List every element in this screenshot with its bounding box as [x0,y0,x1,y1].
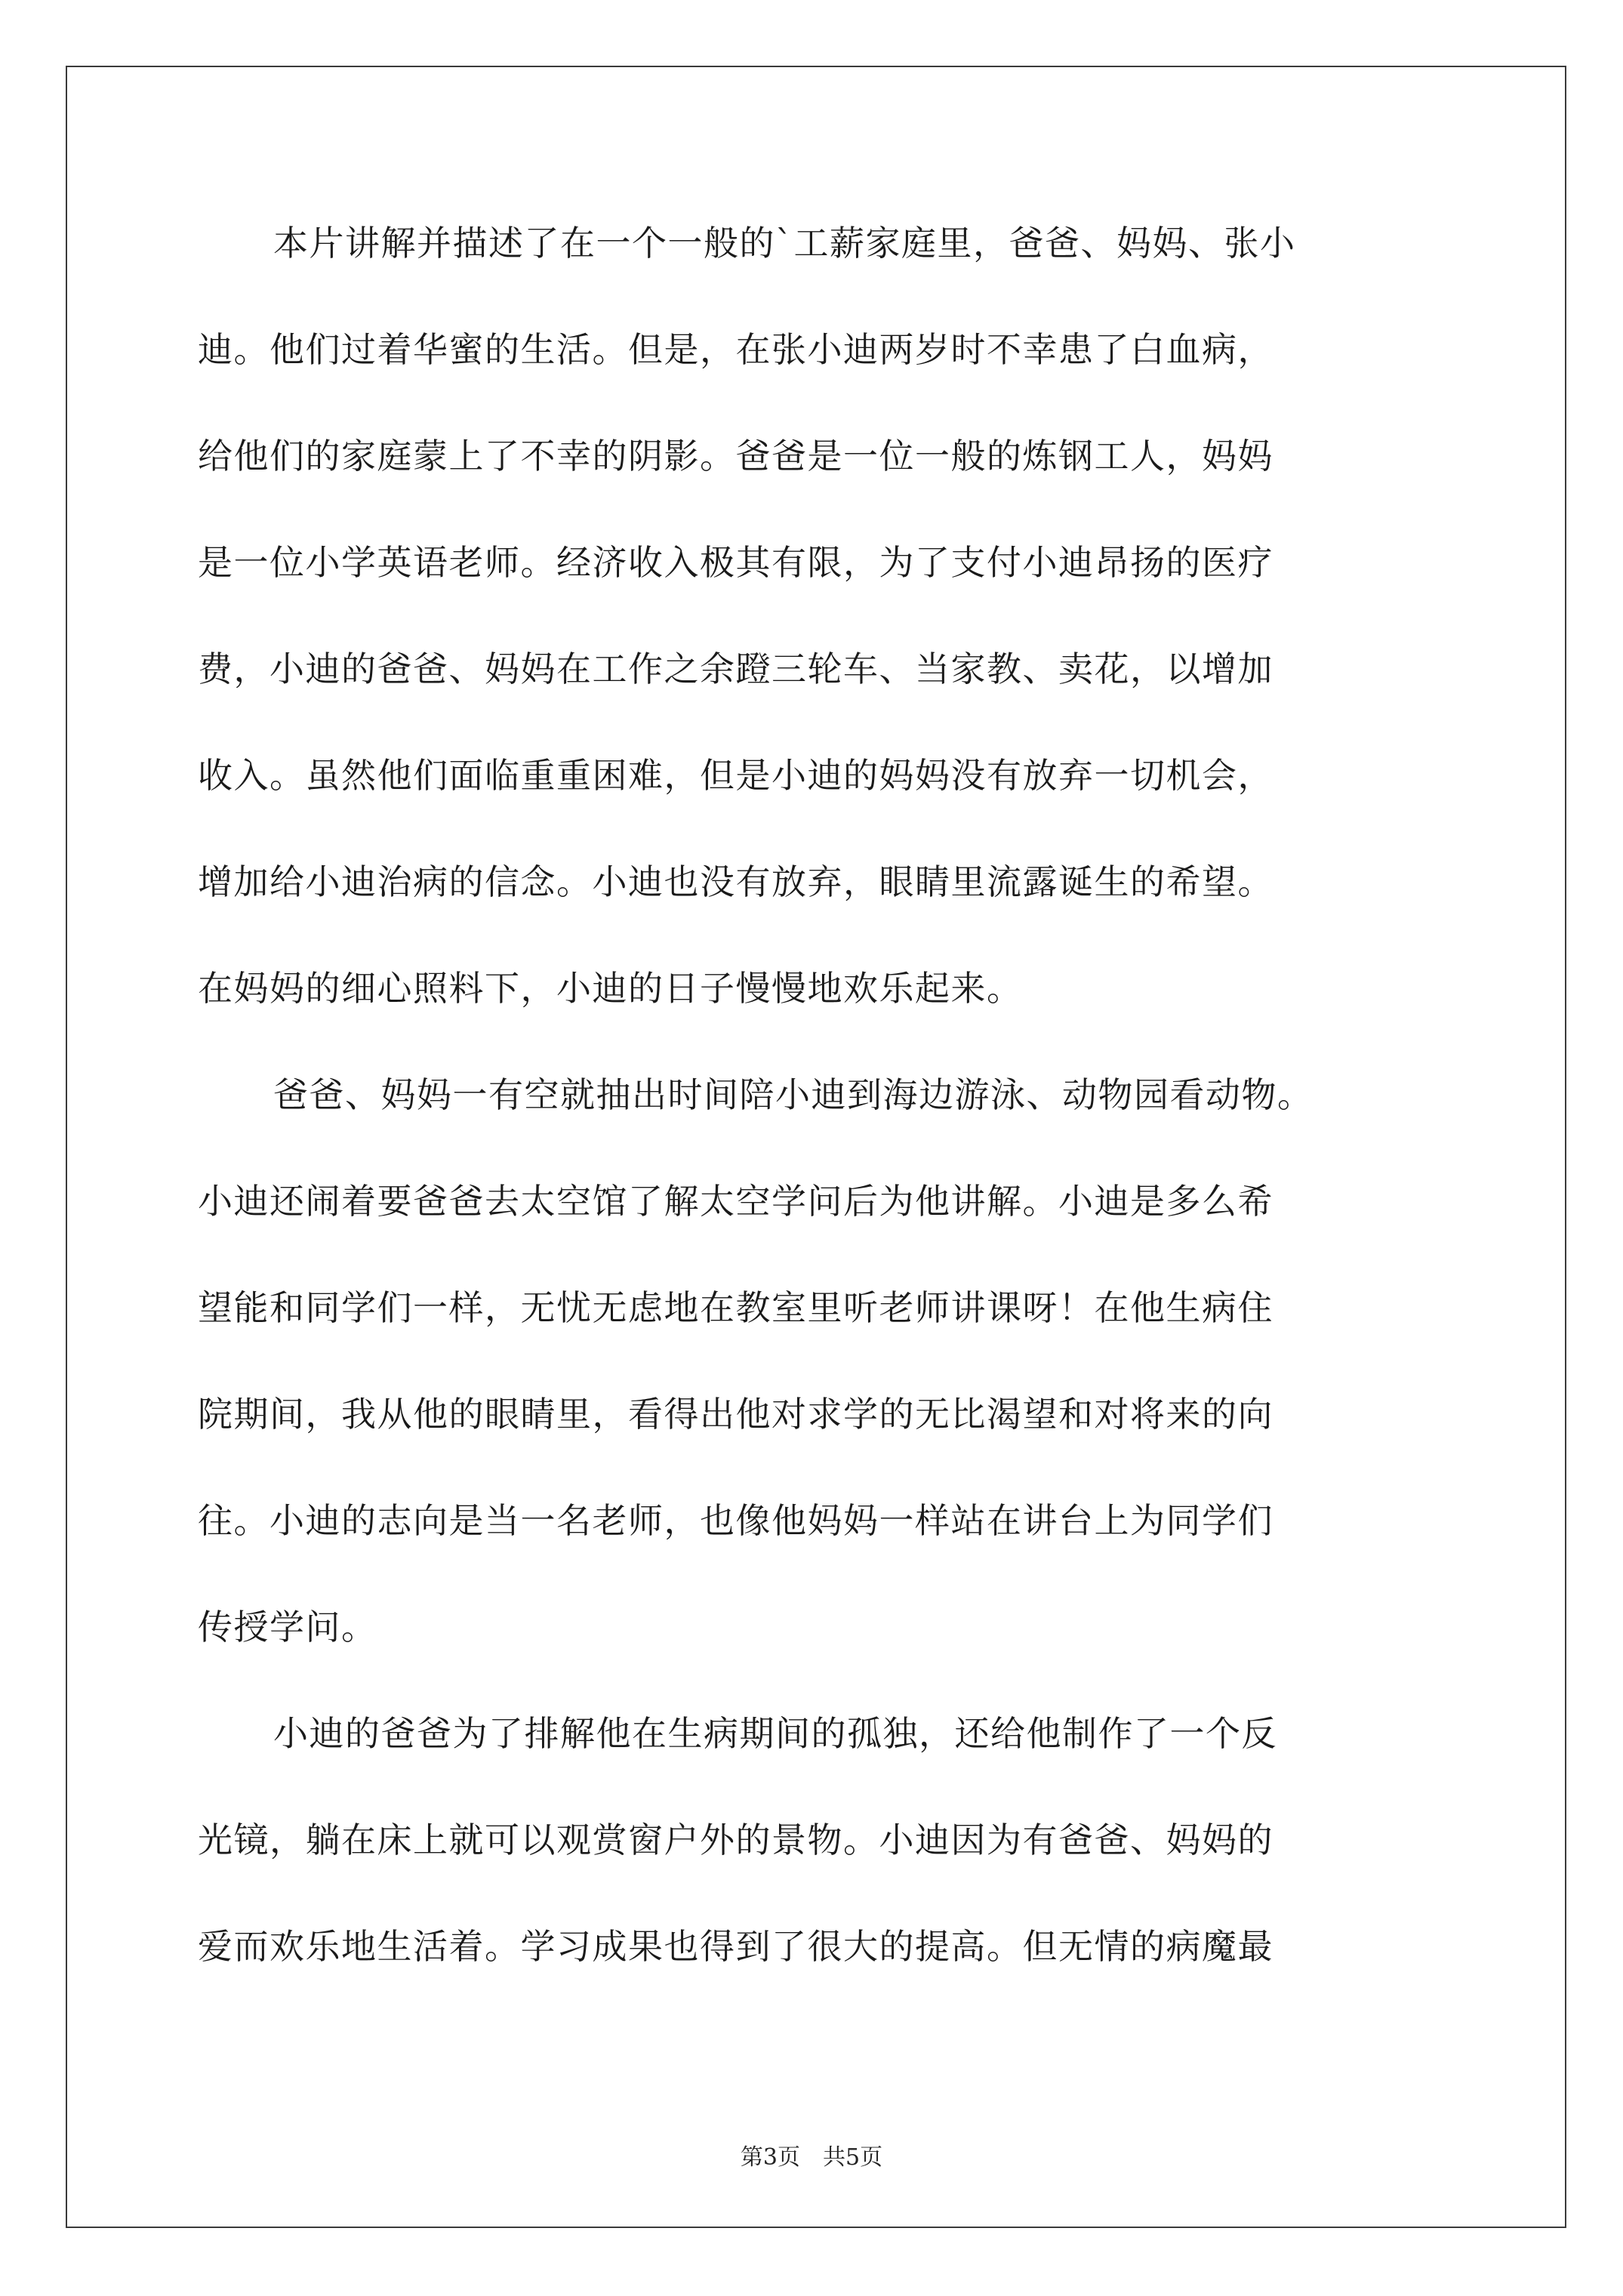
paragraph-1-line-7: 增加给小迪治病的信念。小迪也没有放弃，眼睛里流露诞生的希望。 [198,861,1273,902]
paragraph-3-line-2: 光镜，躺在床上就可以观赏窗户外的景物。小迪因为有爸爸、妈妈的 [198,1820,1273,1860]
paragraph-1-line-1: 本片讲解并描述了在一个一般的`工薪家庭里，爸爸、妈妈、张小 [273,223,1296,264]
page-total: 共5页 [823,2144,883,2171]
paragraph-3-line-3: 爱而欢乐地生活着。学习成果也得到了很大的提高。但无情的病魔最 [198,1926,1273,1967]
paragraph-2-line-5: 往。小迪的志向是当一名老师，也像他妈妈一样站在讲台上为同学们 [198,1500,1273,1541]
paragraph-2-line-4: 院期间，我从他的眼睛里，看得出他对求学的无比渴望和对将来的向 [198,1394,1273,1435]
paragraph-1-line-8: 在妈妈的细心照料下，小迪的日子慢慢地欢乐起来。 [198,968,1023,1009]
paragraph-1-line-5: 费，小迪的爸爸、妈妈在工作之余蹬三轮车、当家教、卖花，以增加 [198,649,1273,689]
page-footer [0,2143,1623,2173]
document-body [198,217,1436,2026]
paragraph-1-line-2: 迪。他们过着华蜜的生活。但是，在张小迪两岁时不幸患了白血病， [198,329,1273,370]
paragraph-2-line-6: 传授学问。 [198,1607,377,1647]
paragraph-2-line-3: 望能和同学们一样，无忧无虑地在教室里听老师讲课呀！在他生病住 [198,1287,1273,1328]
paragraph-1-line-3: 给他们的家庭蒙上了不幸的阴影。爸爸是一位一般的炼钢工人，妈妈 [198,436,1273,476]
paragraph-2-line-2: 小迪还闹着要爸爸去太空馆了解太空学问后为他讲解。小迪是多么希 [198,1181,1273,1222]
paragraph-1-line-6: 收入。虽然他们面临重重困难，但是小迪的妈妈没有放弃一切机会， [198,755,1273,796]
paragraph-1-line-4: 是一位小学英语老师。经济收入极其有限，为了支付小迪昂扬的医疗 [198,542,1273,583]
paragraph-2-line-1: 爸爸、妈妈一有空就抽出时间陪小迪到海边游泳、动物园看动物。 [273,1074,1313,1115]
paragraph-3-line-1: 小迪的爸爸为了排解他在生病期间的孤独，还给他制作了一个反 [273,1713,1277,1754]
page-number: 第3页 [740,2144,800,2171]
